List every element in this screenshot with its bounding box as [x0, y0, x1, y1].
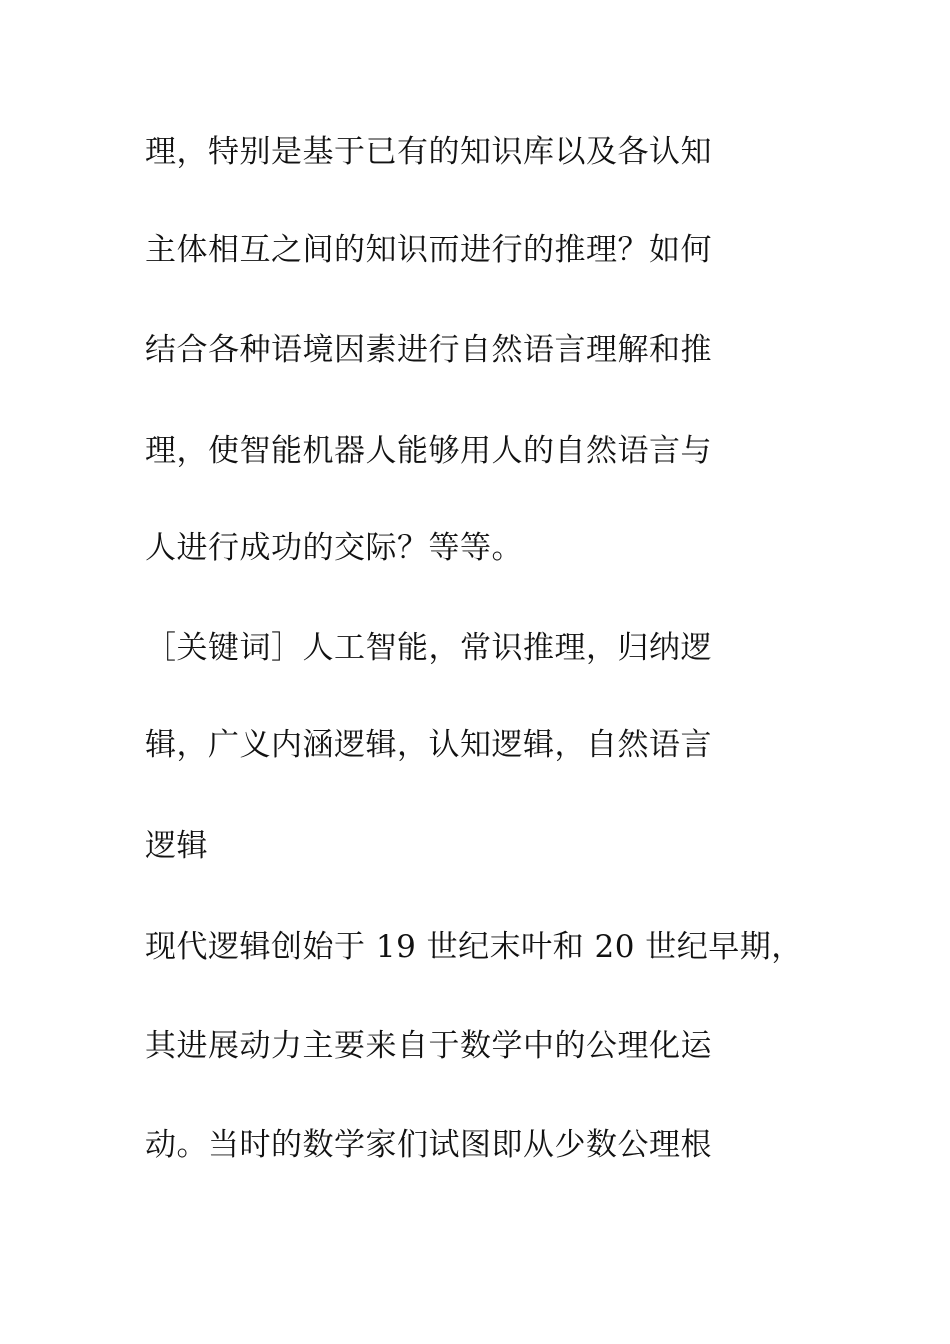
- text-line-4: 理，使智能机器人能够用人的自然语言与: [145, 433, 712, 469]
- text-line-3: 结合各种语境因素进行自然语言理解和推: [145, 332, 712, 368]
- text-line-1: 理，特别是基于已有的知识库以及各认知: [145, 134, 712, 170]
- text-line-2: 主体相互之间的知识而进行的推理？如何: [145, 232, 712, 268]
- text-line-11: 动。当时的数学家们试图即从少数公理根: [145, 1127, 712, 1163]
- keywords-line-1: ［关键词］人工智能，常识推理，归纳逻: [145, 630, 712, 666]
- keywords-line-2: 辑，广义内涵逻辑，认知逻辑，自然语言: [145, 727, 712, 763]
- text-line-10: 其进展动力主要来自于数学中的公理化运: [145, 1028, 712, 1064]
- text-line-5: 人进行成功的交际？等等。: [145, 530, 523, 566]
- text-line-9: 现代逻辑创始于 19 世纪末叶和 20 世纪早期，: [145, 929, 803, 965]
- keywords-line-3: 逻辑: [145, 828, 208, 864]
